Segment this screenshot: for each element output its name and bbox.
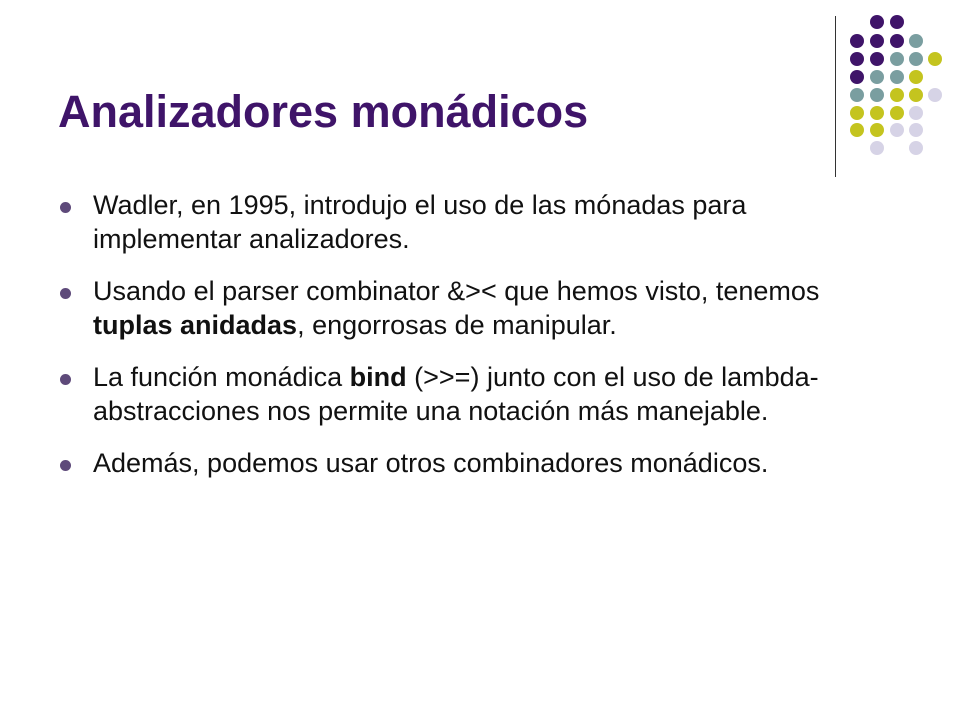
dot-teal xyxy=(909,34,923,48)
bullet-text-bold: tuplas anidadas xyxy=(93,310,298,340)
dot-purple xyxy=(890,15,904,29)
bullet-text: Wadler, en 1995, introdujo el uso de las mónadas para implementar analizadores. xyxy=(93,190,747,254)
dot-olive xyxy=(890,106,904,120)
bullet-item xyxy=(60,360,900,428)
dot-olive xyxy=(870,123,884,137)
bullet-item xyxy=(60,188,900,256)
bullet-text: Usando el parser combinator &>< que hemos visto, tenemos xyxy=(93,276,820,306)
dot-lavender xyxy=(928,88,942,102)
dot-teal xyxy=(909,52,923,66)
dot-olive xyxy=(850,123,864,137)
slide-title: Analizadores monádicos xyxy=(58,86,589,137)
bullet-dot-icon xyxy=(60,288,71,299)
dot-lavender xyxy=(909,123,923,137)
dot-purple xyxy=(870,34,884,48)
dot-purple xyxy=(850,52,864,66)
dot-teal xyxy=(870,88,884,102)
vertical-divider xyxy=(835,16,836,177)
dot-lavender xyxy=(909,141,923,155)
dot-lavender xyxy=(909,106,923,120)
dot-teal xyxy=(890,70,904,84)
bullet-dot-icon xyxy=(60,374,71,385)
dot-purple xyxy=(850,34,864,48)
dot-olive xyxy=(928,52,942,66)
dot-teal xyxy=(850,88,864,102)
dot-purple xyxy=(870,52,884,66)
dot-purple xyxy=(870,15,884,29)
dot-olive xyxy=(890,88,904,102)
dot-lavender xyxy=(890,123,904,137)
bullet-text: , engorrosas de manipular. xyxy=(297,310,617,340)
dot-purple xyxy=(850,70,864,84)
dot-olive xyxy=(870,106,884,120)
bullet-dot-icon xyxy=(60,460,71,471)
bullet-text: Además, podemos usar otros combinadores monádicos. xyxy=(93,448,769,478)
dot-teal xyxy=(890,52,904,66)
bullet-item xyxy=(60,446,900,480)
bullet-item xyxy=(60,274,900,342)
bullet-dot-icon xyxy=(60,202,71,213)
dot-olive xyxy=(909,70,923,84)
bullet-list xyxy=(60,188,900,498)
dot-purple xyxy=(890,34,904,48)
bullet-text-bold: bind xyxy=(349,362,407,392)
dot-lavender xyxy=(870,141,884,155)
dot-teal xyxy=(870,70,884,84)
bullet-text: (>>=) junto con el uso de lambda-abstracciones nos permite una notación más manejable. xyxy=(93,362,819,426)
bullet-text: La función monádica xyxy=(93,362,350,392)
dot-olive xyxy=(850,106,864,120)
dot-olive xyxy=(909,88,923,102)
